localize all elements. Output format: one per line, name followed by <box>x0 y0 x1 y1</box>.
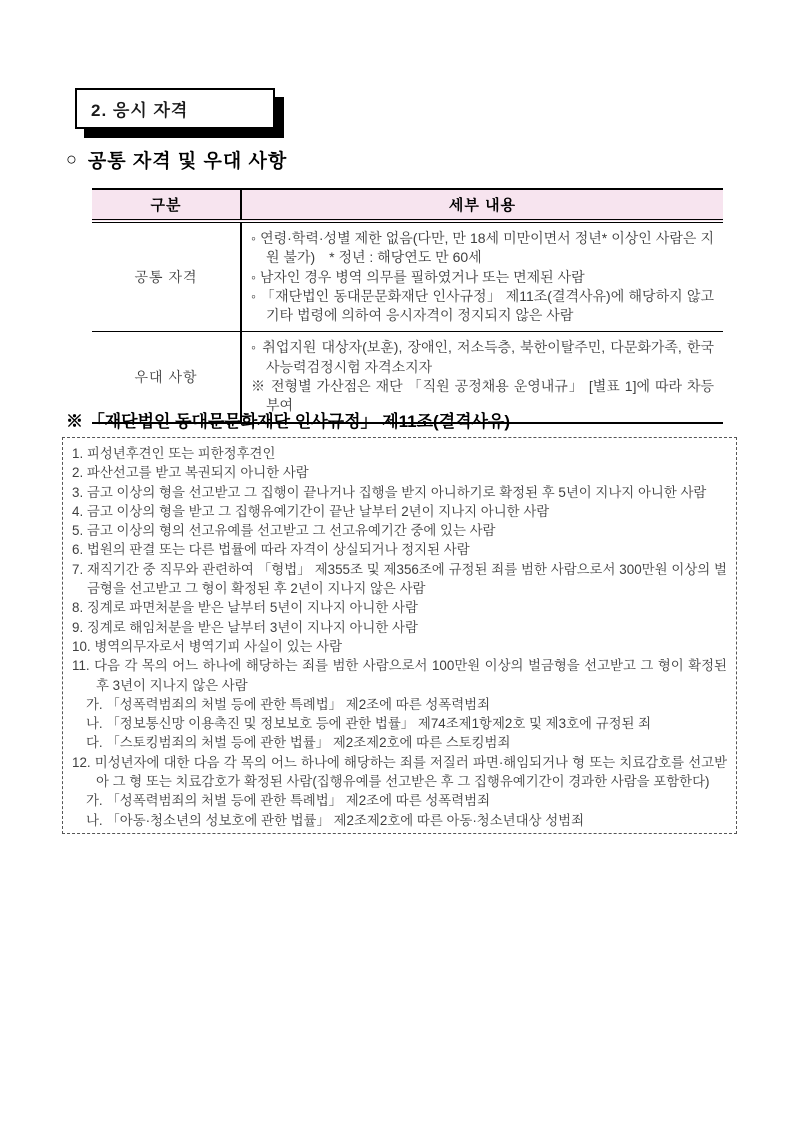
disqualification-item: 11. 다음 각 목의 어느 하나에 해당하는 죄를 범한 사람으로서 100만원 이상의 벌금형을 선고받고 그 형이 확정된 후 3년이 지나지 않은 사람 <box>72 658 727 693</box>
subsection-heading <box>66 146 287 173</box>
detail-line: ※ 전형별 가산점은 재단 「직원 공정채용 운영내규」 [별표 1]에 따라 차등 부여 <box>251 378 714 414</box>
disqualification-subitem: 가. 「성폭력범죄의 처벌 등에 관한 특례법」 제2조에 따른 성폭력범죄 <box>86 696 491 712</box>
disqualification-item: 4. 금고 이상의 형을 받고 그 집행유예기간이 끝난 날부터 2년이 지나지 아니한 사람 <box>72 503 550 519</box>
disqualification-item: 2. 파산선고를 받고 복권되지 아니한 사람 <box>72 465 309 481</box>
col-header-category: 구분 <box>92 189 241 221</box>
detail-line: ◦ 연령·학력·성별 제한 없음(다만, 만 18세 미만이면서 정년* 이상인 사람은 지원 불가) * 정년 : 해당연도 만 60세 <box>251 230 714 266</box>
row-category-label: 공통 자격 <box>134 269 198 286</box>
section-title-box <box>75 88 275 129</box>
disqualification-item: 9. 징계로 해임처분을 받은 날부터 3년이 지나지 아니한 사람 <box>72 619 418 635</box>
disqualification-item: 6. 법원의 판결 또는 다른 법률에 따라 자격이 상실되거나 정지된 사람 <box>72 542 470 558</box>
disqualification-item: 7. 재직기간 중 직무와 관련하여 「형법」 제355조 및 제356조에 규정된 죄를 범한 사람으로서 300만원 이상의 벌금형을 선고받고 그 형이 확정된 후 2년이 지나지 않은 사람 <box>72 561 727 597</box>
section-title: 2. 응시 자격 <box>91 101 189 120</box>
detail-line: ◦ 「재단법인 동대문문화재단 인사규정」 제11조(결격사유)에 해당하지 않고 기타 법령에 의하여 응시자격이 정지되지 않은 사람 <box>251 287 714 324</box>
detail-line: ◦ 취업지원 대상자(보훈), 장애인, 저소득층, 북한이탈주민, 다문화가족, 한국사능력검정시험 자격소지자 <box>251 339 714 375</box>
disqualification-subitem: 나. 「정보통신망 이용촉진 및 정보보호 등에 관한 법률」 제74조제1항제2호 및 제3호에 규정된 죄 <box>86 716 652 732</box>
row-category-label: 우대 사항 <box>92 332 241 423</box>
col-header-details: 세부 내용 <box>241 189 723 221</box>
disqualification-item: 5. 금고 이상의 형의 선고유예를 선고받고 그 선고유예기간 중에 있는 사람 <box>72 523 496 539</box>
disqualification-item: 8. 징계로 파면처분을 받은 날부터 5년이 지나지 아니한 사람 <box>72 600 418 616</box>
subsection-heading-label: 공통 자격 및 우대 사항 <box>87 151 288 172</box>
row-details-cell <box>241 221 723 332</box>
table-header-row <box>92 189 723 221</box>
detail-line: ◦ 남자인 경우 병역 의무를 필하였거나 또는 면제된 사람 <box>251 268 585 285</box>
disqualification-subitem: 가. 「성폭력범죄의 처벌 등에 관한 특례법」 제2조에 따른 성폭력범죄 <box>86 793 491 809</box>
disqualification-note-heading: ※ 「재단법인 동대문문화재단 인사규정」 제11조(결격사유) <box>66 412 511 431</box>
disqualification-item: 12. 미성년자에 대한 다음 각 목의 어느 하나에 해당하는 죄를 저질러 파면·해임되거나 형 또는 치료감호를 선고받아 그 형 또는 치료감호가 확정된 사람(집행유예를 선고받은 후 그 집행유예기간이 경과한 사람을 포함한다) <box>72 754 727 790</box>
disqualification-subitem: 나. 「아동·청소년의 성보호에 관한 법률」 제2조제2호에 따른 아동·청소년대상 성범죄 <box>86 812 585 828</box>
disqualification-item: 1. 피성년후견인 또는 피한정후견인 <box>72 446 276 461</box>
table-row-common-qualification <box>92 221 723 332</box>
disqualification-subitem: 다. 「스토킹범죄의 처벌 등에 관한 법률」 제2조제2호에 따른 스토킹범죄 <box>86 735 511 751</box>
disqualification-box <box>62 437 737 834</box>
qualification-table <box>92 188 723 424</box>
disqualification-item: 10. 병역의무자로서 병역기피 사실이 있는 사람 <box>72 638 343 654</box>
disqualification-item: 3. 금고 이상의 형을 선고받고 그 집행이 끝나거나 집행을 받지 아니하기로 확정된 후 5년이 지나지 아니한 사람 <box>72 484 707 500</box>
circle-bullet-icon: ○ <box>66 149 78 169</box>
